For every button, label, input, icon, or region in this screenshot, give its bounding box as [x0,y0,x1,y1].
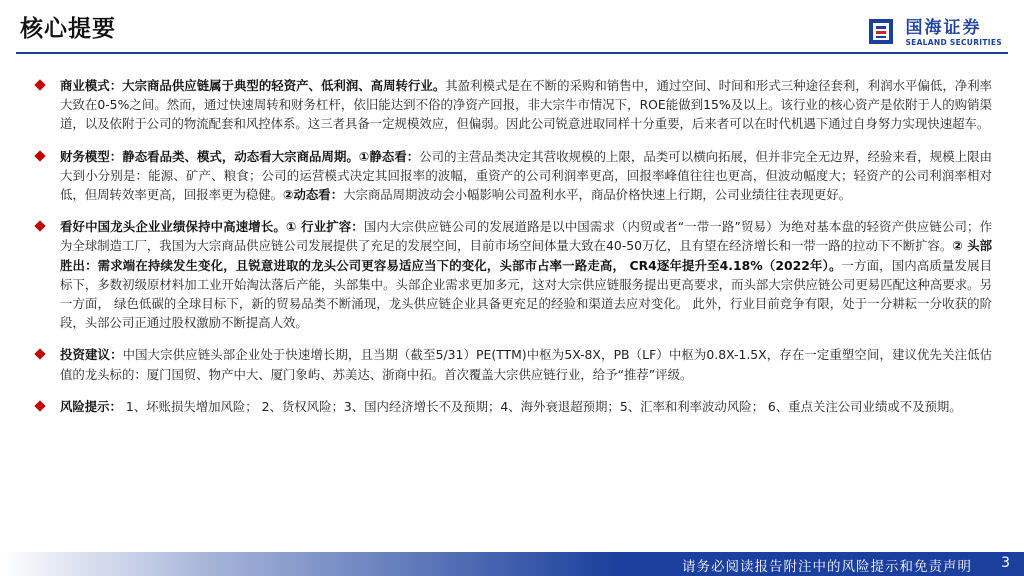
sealand-logo-icon [867,16,899,48]
paragraph-heading-text: 投资建议： [60,347,123,363]
paragraph-body-text: 其盈利模式是在不断的采购和销售中，通过空间、时间和形式三种途径套利，利润水平偏低，净利率大致在0-5%之间。然而，通过快速周转和财务杠杆，依旧能达到不俗的净资产回报，非大宗牛市情况下，ROE能做到15%及以上。该行业的核心资产是依附于人的购销渠道，以及依附于公司的物流配套和风控体系。这三者具备一定规模效应，但偏弱。因此公司锐意进取同样十分重要，后来者可以在时代机遇下通过自身努力实现快速超车。 [60,78,993,132]
paragraph-heading-text: 财务模型：静态看品类、模式，动态看大宗商品周期。①静态看： [60,148,420,164]
paragraph-heading-text: 商业模式：大宗商品供应链属于典型的轻资产、低利润、高周转行业。 [60,78,446,93]
summary-body [36,76,992,416]
summary-paragraph [36,345,992,383]
title-divider [16,52,1008,54]
paragraph-body-text: 大宗商品周期波动会小幅影响公司盈利水平，商品价格快速上行期，公司业绩往往表现更好。 [343,187,852,203]
summary-paragraph [36,76,992,134]
logo-name-cn: 国海证券 [905,17,982,38]
footer-bar [0,552,1024,576]
footer-gradient [0,552,620,576]
footer-disclaimer: 请务必阅读报告附注中的风险提示和免责声明 [682,559,972,575]
paragraph-heading-text: 看好中国龙头企业业绩保持中高速增长。① 行业扩容： [60,219,364,235]
diamond-bullet-icon [34,79,45,90]
paragraph-heading-text: ② 头部胜出：需求端在持续发生变化，且锐意进取的龙头公司更容易适应当下的变化，头部市占率一路走高， CR4逐年提升至4.18%（2022年）。 [60,238,992,273]
paragraph-heading-text: ②动态看： [283,187,344,203]
company-logo [867,16,1002,48]
summary-paragraph [36,217,992,332]
logo-name-en: SEALAND SECURITIES [905,37,1002,47]
diamond-bullet-icon [34,150,45,161]
paragraph-body-text: 1、坏账损失增加风险； 2、货权风险；3、国内经济增长不及预期；4、海外衰退超预期；5、汇率和利率波动风险； 6、重点关注公司业绩或不及预期。 [121,398,962,414]
summary-paragraph [36,147,992,205]
diamond-bullet-icon [34,349,45,360]
paragraph-body-text: 一方面，国内高质量发展目标下，多数初级原材料加工业开始淘汰落后产能，头部集中。头部企业需求更加多元，这对大宗供应链服务提出更高要求，而头部大宗供应链公司更易匹配这种高要求。另一方面， 绿色低碳的全球目标下，新的贸易品类不断涌现，龙头供应链企业具备更充足的经验和渠道去应对变化。 此外，行业目前竞争有限，处于一分耕耘一分收获的阶段，头部公司正通过股权激励不断提高人效。 [60,257,993,331]
diamond-bullet-icon [34,400,45,411]
summary-paragraph [36,397,992,416]
page-title: 核心提要 [20,16,116,42]
paragraph-body-text: 国内大宗供应链公司的发展道路是以中国需求（内贸或者“一带一路”贸易）为绝对基本盘的轻资产供应链公司；作为全球制造工厂，我国为大宗商品供应链公司发展提供了充足的发展空间，目前市场空间体量大致在40-50万亿，且有望在经济增长和一带一路的拉动下不断扩容。 [60,219,992,254]
diamond-bullet-icon [34,221,45,232]
page-number: 3 [1001,555,1010,571]
paragraph-body-text: 中国大宗供应链头部企业处于快速增长期，且当期（截至5/31）PE(TTM)中枢为5X-8X，PB（LF）中枢为0.8X-1.5X，存在一定重塑空间，建议优先关注低估值的龙头标的：厦门国贸、物产中大、厦门象屿、苏美达、浙商中拓。首次覆盖大宗供应链行业，给予“推荐”评级。 [60,347,993,382]
paragraph-body-text: 公司的主营品类决定其营收规模的上限，品类可以横向拓展，但并非完全无边界，经验来看，规模上限由大到小分别是：能源、矿产、粮食；公司的运营模式决定其回报率的波幅，重资产的公司利润率更高，回报率峰值往往也更高，但波动幅度大；轻资产的公司利润率相对低，但周转效率更高，回报率更为稳健。 [60,148,992,203]
paragraph-heading-text: 风险提示： [60,398,122,414]
